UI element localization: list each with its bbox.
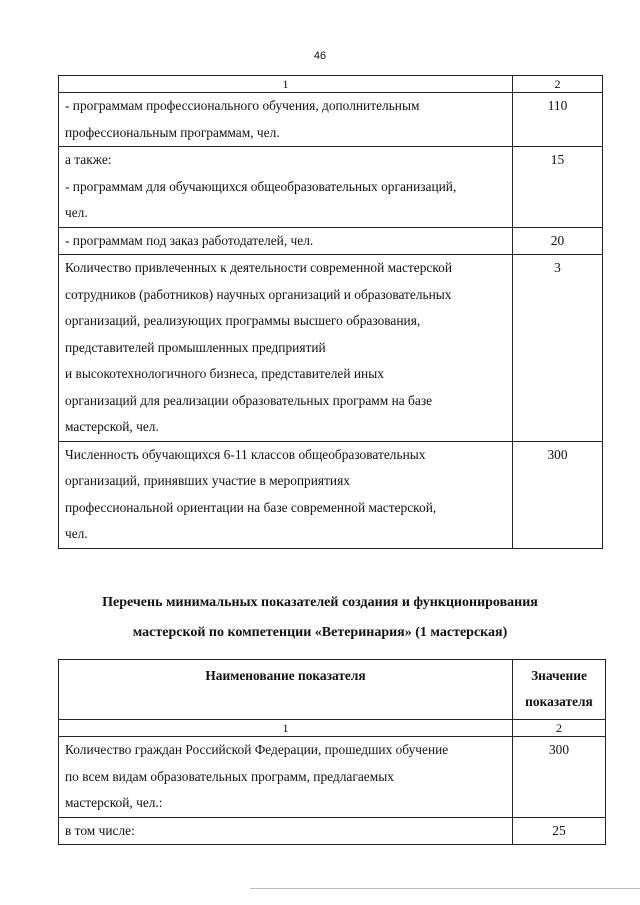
column-number-1: 1 <box>59 720 513 737</box>
indicator-line: Количество граждан Российской Федерации, прошедших обучение <box>65 742 449 757</box>
indicator-line: по всем видам образовательных программ, предлагаемых <box>65 768 394 784</box>
indicator-value: 25 <box>513 817 606 845</box>
indicator-line: в том числе: <box>65 822 135 838</box>
indicator-line: и высокотехнологичного бизнеса, представителей иных <box>65 366 384 381</box>
indicator-name <box>59 147 513 228</box>
table-row <box>59 441 603 548</box>
table-row <box>59 737 606 818</box>
indicator-line: Численность обучающихся 6-11 классов общеобразовательных <box>65 446 426 462</box>
column-header-line: показателя <box>525 694 593 709</box>
column-header-line: Значение <box>531 668 587 683</box>
indicator-line: Количество привлеченных к деятельности современной мастерской <box>65 260 453 275</box>
table-row <box>59 227 603 255</box>
indicator-line: профессиональной ориентации на базе современной мастерской, <box>65 499 437 515</box>
section-title-line: мастерской по компетенции «Ветеринария» (1 мастерская) <box>132 625 508 640</box>
page-number: 46 <box>313 50 327 62</box>
indicator-name <box>59 93 513 147</box>
indicator-value: 110 <box>513 93 603 147</box>
indicator-name <box>59 227 513 255</box>
table-header-row <box>59 660 606 720</box>
indicator-name <box>59 737 513 818</box>
indicator-name <box>59 255 513 442</box>
column-number-1: 1 <box>59 76 513 93</box>
indicator-line: - программам для обучающихся общеобразовательных организаций, <box>65 178 457 194</box>
indicator-line: представителей промышленных предприятий <box>65 339 326 355</box>
indicator-value: 3 <box>513 255 603 442</box>
column-header-indicator-value <box>513 660 606 720</box>
indicator-value: 15 <box>513 147 603 228</box>
indicator-line: чел. <box>65 205 88 220</box>
table-row <box>59 93 603 147</box>
indicator-line: мастерской, чел.: <box>65 795 163 810</box>
indicator-line: профессиональным программам, чел. <box>65 124 280 140</box>
indicator-line: - программам под заказ работодателей, чел. <box>65 232 314 248</box>
indicator-name <box>59 817 513 845</box>
indicator-line: организаций для реализации образовательных программ на базе <box>65 392 433 408</box>
indicator-line: чел. <box>65 526 88 541</box>
table-row <box>59 817 606 845</box>
table-numbering-row <box>59 720 606 737</box>
section-title-line: Перечень минимальных показателей создания и функционирования <box>102 595 538 610</box>
scan-edge-line <box>250 888 640 889</box>
column-number-2: 2 <box>513 720 606 737</box>
indicator-line: а также: <box>65 152 112 167</box>
indicator-line: - программам профессионального обучения, дополнительным <box>65 98 420 113</box>
minimum-indicators-table <box>58 659 606 845</box>
indicator-line: организаций, принявших участие в мероприятиях <box>65 473 350 488</box>
indicator-line: организаций, реализующих программы высшего образования, <box>65 313 421 328</box>
table-row <box>59 147 603 228</box>
column-header-indicator-name: Наименование показателя <box>59 660 513 720</box>
section-title <box>40 588 600 648</box>
indicator-name <box>59 441 513 548</box>
indicator-value: 300 <box>513 441 603 548</box>
table-numbering-row <box>59 76 603 93</box>
indicator-line: мастерской, чел. <box>65 419 159 434</box>
column-number-2: 2 <box>513 76 603 93</box>
indicator-value: 300 <box>513 737 606 818</box>
table-row <box>59 255 603 442</box>
indicator-value: 20 <box>513 227 603 255</box>
indicators-table-continued <box>58 75 603 549</box>
indicator-line: сотрудников (работников) научных организаций и образовательных <box>65 286 452 302</box>
